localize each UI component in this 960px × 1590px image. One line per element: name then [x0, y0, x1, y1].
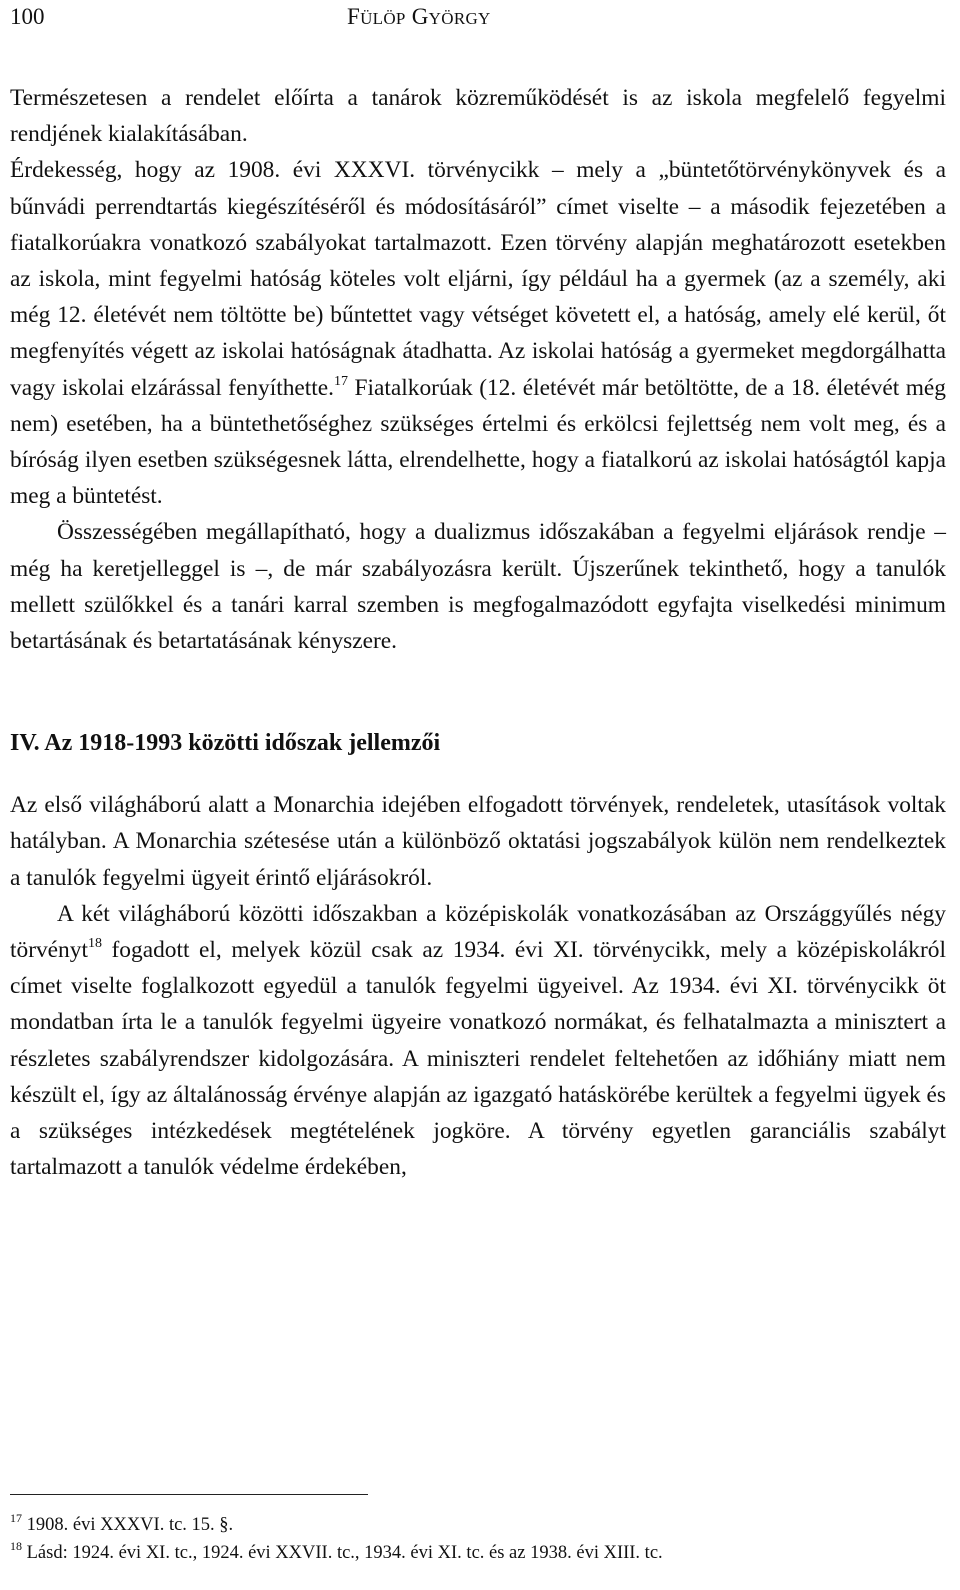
footnote-18	[10, 1539, 946, 1567]
author-rest-2: YÖRGY	[428, 9, 491, 28]
footnote-number: 18	[10, 1539, 22, 1553]
footnote-number: 17	[10, 1511, 22, 1525]
footnote-text: Lásd: 1924. évi XI. tc., 1924. évi XXVII. tc., 1934. évi XI. tc. és az 1938. évi XIII. tc.	[22, 1543, 663, 1563]
paragraph-1: Természetesen a rendelet előírta a tanárok közreműködését is az iskola megfelelő fegyelmi rendjének kialakításában.	[10, 85, 946, 148]
section-paragraph-1: Az első világháború alatt a Monarchia idejében elfogadott törvények, rendeletek, utasítások voltak hatályban. A Monarchia szétesése után a különböző oktatási jogszabályok külön nem rendelkeztek a tanulók fegyelmi ügyeit érintő eljárásokról.	[10, 792, 946, 891]
section-paragraph-2-text-a: A két világháború közötti időszakban a középiskolák vonatkozásában az Országgyűlés négy törvényt	[10, 900, 946, 964]
paragraph-2	[10, 152, 946, 514]
footnotes	[10, 1494, 946, 1567]
section-paragraph-2-text-b: fogadott el, melyek közül csak az 1934. évi XI. törvénycikk, mely a középiskolákról címet viselte foglalkozott egyedül a tanulók fegyelmi ügyeivel. Az 1934. évi XI. törvénycikk öt mondatban írta le a tanulók fegyelmi ügyeire vonatkozó normákat, és felhatalmazta a minisztert a részletes szabályrendszer kidolgozására. A miniszteri rendelet feltehetően az időhiány miatt nem készült el, így az általánosság érvénye alapján az igazgató hatáskörébe kerültek a fegyelmi ügyek és a szükséges intézkedések megtételének jogköre. A törvény egyetlen garanciális szabályt tartalmazott a tanulók védelme érdekében,	[10, 937, 946, 1181]
paragraph-3: Összességében megállapítható, hogy a dualizmus időszakában a fegyelmi eljárások rendje – még ha keretjelleggel is –, de már szabályozásra került. Újszerűnek tekinthető, hogy a tanulók mellett szülőkkel és a tanári karral szemben is megfogalmazódott egyfajta viselkedési minimum betartásának és betartatásának kényszere.	[10, 519, 946, 655]
author-initial-1: F	[347, 4, 361, 29]
running-head-author	[347, 4, 491, 30]
section-title: IV. Az 1918-1993 közötti időszak jellemzői	[10, 730, 441, 757]
author-initial-2: G	[411, 4, 429, 29]
paragraph-2-text-b: Fiatalkorúak (12. életévét már betöltötte, de a 18. életévét még nem) esetében, ha a büntethetőséghez szükséges értelmi és erkölcsi fejlettség nem volt meg, és a bíróság ilyen esetben szükségesnek látta, elrendelhette, hogy a fiatalkorú az iskolai hatóságtól kapja meg a büntetést.	[10, 374, 946, 510]
section-paragraph-2	[10, 896, 946, 1186]
footnote-ref-17[interactable]: 17	[334, 373, 349, 389]
page-header	[10, 2, 946, 38]
footnote-ref-18[interactable]: 18	[87, 936, 102, 952]
page-body	[10, 80, 946, 1185]
footnote-17	[10, 1511, 946, 1539]
paragraph-2-text-a: Érdekesség, hogy az 1908. évi XXXVI. törvénycikk – mely a „büntetőtörvénykönyvek és a bűnvádi perrendtartás kiegészítéséről és módosításáról” címet viselte – a második fejezetében a fiatalkorúakra vonatkozó szabályokat tartalmazott. Ezen törvény alapján meghatározott esetekben az iskola, mint fegyelmi hatóság köteles volt eljárni, így például ha a gyermek (az a személy, aki még 12. életévét nem töltötte be) bűntettet vagy vétséget követett el, a hatóság, amely elé kerül, őt megfenyítés végett az iskolai hatóságnak átadhatta. Az iskolai hatóság a gyermeket megdorgálhatta vagy iskolai elzárással fenyíthette.	[10, 157, 946, 401]
footnote-divider	[10, 1494, 368, 1495]
author-rest-1: ÜLÖP	[360, 9, 406, 28]
page-number: 100	[10, 4, 45, 29]
footnote-text: 1908. évi XXXVI. tc. 15. §.	[22, 1515, 234, 1535]
